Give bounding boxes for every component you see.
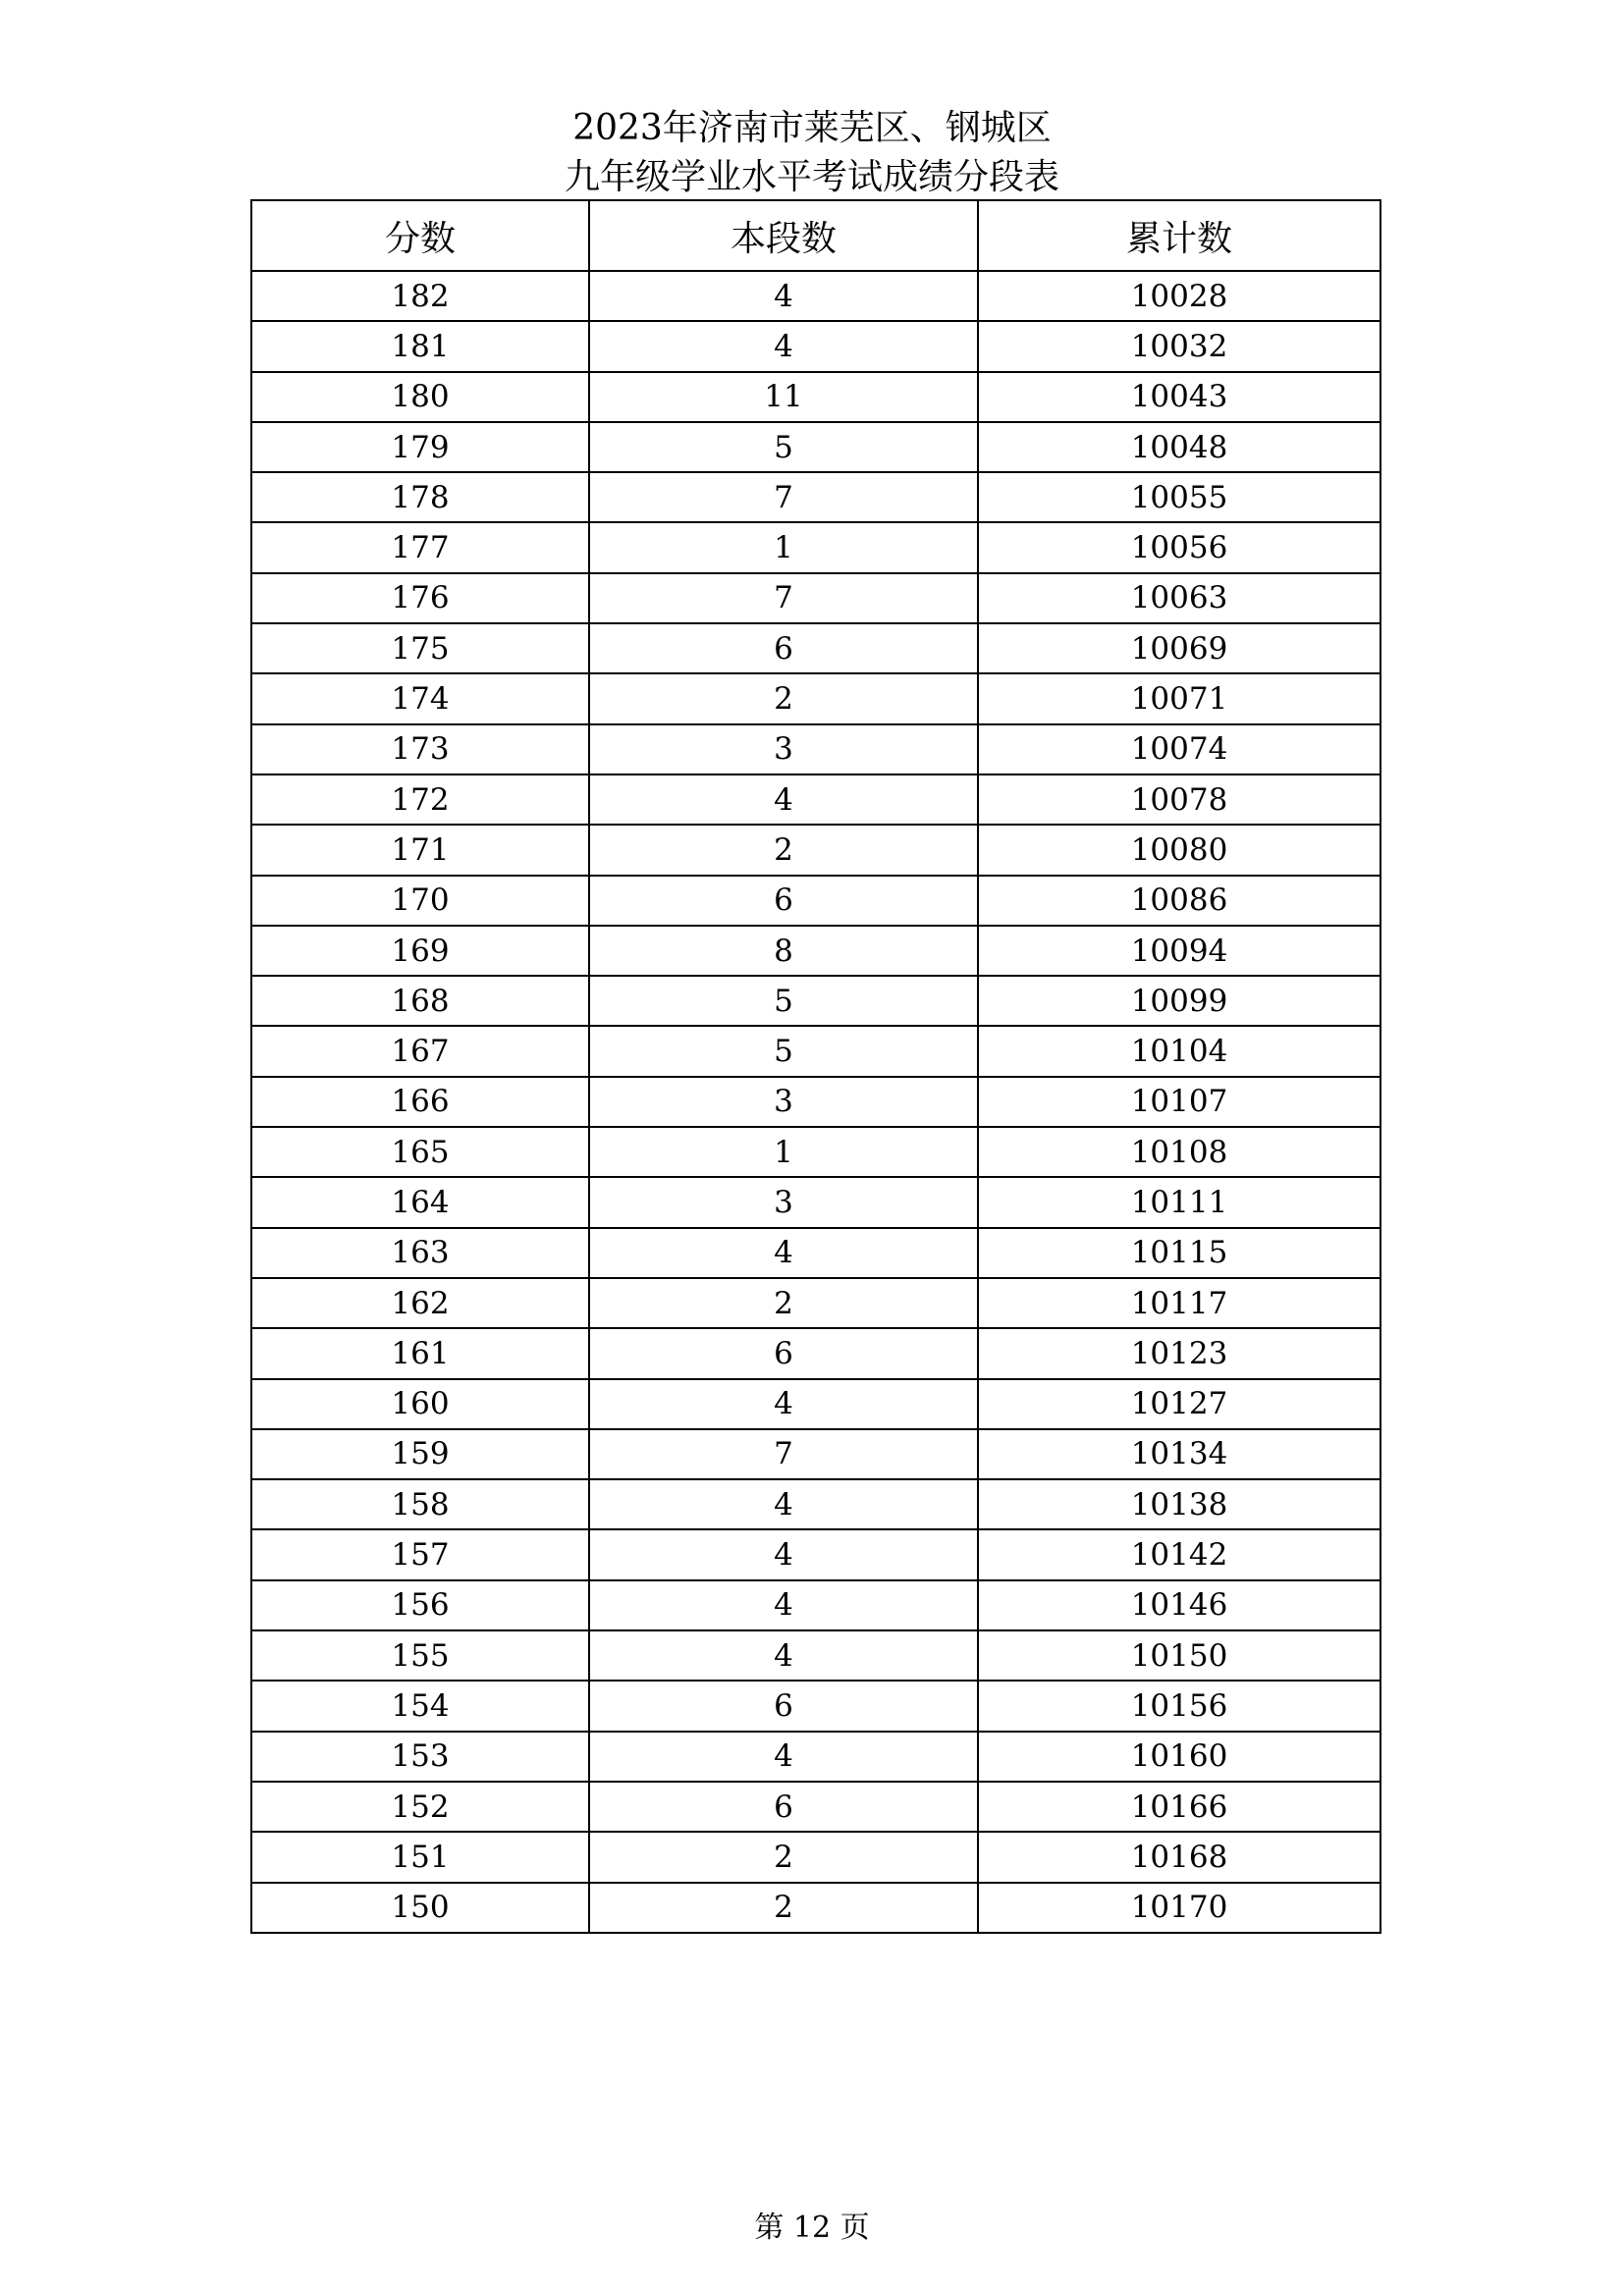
- cell-score: 167: [251, 1026, 589, 1076]
- cell-cumulative-count: 10080: [978, 825, 1380, 875]
- cell-score: 151: [251, 1832, 589, 1882]
- cell-cumulative-count: 10074: [978, 724, 1380, 774]
- table-row: [251, 774, 1380, 825]
- document-title: [0, 104, 1624, 202]
- cell-cumulative-count: 10117: [978, 1278, 1380, 1328]
- cell-score: 181: [251, 321, 589, 371]
- table-row: [251, 1429, 1380, 1479]
- cell-score: 168: [251, 976, 589, 1026]
- cell-score: 158: [251, 1479, 589, 1529]
- table-row: [251, 1228, 1380, 1278]
- cell-segment-count: 6: [589, 1782, 978, 1832]
- cell-segment-count: 5: [589, 422, 978, 472]
- table-body: [251, 271, 1380, 1933]
- cell-cumulative-count: 10142: [978, 1529, 1380, 1579]
- table-row: [251, 724, 1380, 774]
- cell-cumulative-count: 10099: [978, 976, 1380, 1026]
- cell-cumulative-count: 10160: [978, 1732, 1380, 1782]
- cell-score: 165: [251, 1127, 589, 1177]
- cell-cumulative-count: 10078: [978, 774, 1380, 825]
- cell-segment-count: 4: [589, 1580, 978, 1630]
- cell-segment-count: 5: [589, 976, 978, 1026]
- title-line-2: 九年级学业水平考试成绩分段表: [564, 157, 1059, 197]
- cell-cumulative-count: 10146: [978, 1580, 1380, 1630]
- cell-score: 156: [251, 1580, 589, 1630]
- cell-cumulative-count: 10071: [978, 673, 1380, 723]
- page-number: 第 12 页: [754, 2211, 870, 2245]
- cell-segment-count: 2: [589, 1832, 978, 1882]
- table-row: [251, 271, 1380, 321]
- cell-score: 153: [251, 1732, 589, 1782]
- cell-segment-count: 4: [589, 1630, 978, 1681]
- cell-cumulative-count: 10048: [978, 422, 1380, 472]
- cell-segment-count: 4: [589, 1529, 978, 1579]
- cell-score: 159: [251, 1429, 589, 1479]
- cell-segment-count: 7: [589, 472, 978, 522]
- cell-score: 164: [251, 1177, 589, 1227]
- table-row: [251, 1278, 1380, 1328]
- cell-segment-count: 6: [589, 1681, 978, 1731]
- cell-score: 176: [251, 573, 589, 623]
- cell-score: 174: [251, 673, 589, 723]
- cell-segment-count: 7: [589, 573, 978, 623]
- table-row: [251, 1681, 1380, 1731]
- cell-score: 160: [251, 1379, 589, 1429]
- table-row: [251, 573, 1380, 623]
- cell-cumulative-count: 10138: [978, 1479, 1380, 1529]
- table-row: [251, 1026, 1380, 1076]
- cell-score: 154: [251, 1681, 589, 1731]
- table-row: [251, 1630, 1380, 1681]
- cell-cumulative-count: 10032: [978, 321, 1380, 371]
- cell-segment-count: 1: [589, 522, 978, 572]
- cell-segment-count: 4: [589, 271, 978, 321]
- cell-cumulative-count: 10108: [978, 1127, 1380, 1177]
- table-row: [251, 673, 1380, 723]
- cell-segment-count: 6: [589, 623, 978, 673]
- table-row: [251, 1328, 1380, 1378]
- cell-cumulative-count: 10156: [978, 1681, 1380, 1731]
- cell-segment-count: 2: [589, 673, 978, 723]
- cell-score: 163: [251, 1228, 589, 1278]
- cell-segment-count: 4: [589, 774, 978, 825]
- cell-score: 170: [251, 876, 589, 926]
- table-row: [251, 1732, 1380, 1782]
- table-row: [251, 1127, 1380, 1177]
- cell-score: 173: [251, 724, 589, 774]
- cell-cumulative-count: 10043: [978, 372, 1380, 422]
- cell-cumulative-count: 10166: [978, 1782, 1380, 1832]
- table-row: [251, 1379, 1380, 1429]
- cell-segment-count: 4: [589, 1479, 978, 1529]
- cell-score: 180: [251, 372, 589, 422]
- cell-score: 179: [251, 422, 589, 472]
- cell-cumulative-count: 10107: [978, 1077, 1380, 1127]
- cell-cumulative-count: 10055: [978, 472, 1380, 522]
- table-row: [251, 1077, 1380, 1127]
- cell-score: 152: [251, 1782, 589, 1832]
- cell-cumulative-count: 10168: [978, 1832, 1380, 1882]
- cell-cumulative-count: 10150: [978, 1630, 1380, 1681]
- cell-cumulative-count: 10115: [978, 1228, 1380, 1278]
- table-row: [251, 1782, 1380, 1832]
- cell-cumulative-count: 10104: [978, 1026, 1380, 1076]
- table-row: [251, 422, 1380, 472]
- cell-segment-count: 2: [589, 825, 978, 875]
- table-header-row: [251, 200, 1380, 271]
- cell-cumulative-count: 10063: [978, 573, 1380, 623]
- cell-segment-count: 4: [589, 1228, 978, 1278]
- cell-cumulative-count: 10111: [978, 1177, 1380, 1227]
- header-score: 分数: [251, 200, 589, 271]
- cell-score: 182: [251, 271, 589, 321]
- cell-segment-count: 1: [589, 1127, 978, 1177]
- cell-score: 175: [251, 623, 589, 673]
- cell-segment-count: 3: [589, 1077, 978, 1127]
- cell-segment-count: 4: [589, 1732, 978, 1782]
- cell-segment-count: 3: [589, 724, 978, 774]
- table-row: [251, 321, 1380, 371]
- title-line-1: 2023年济南市莱芜区、钢城区: [572, 108, 1052, 148]
- cell-score: 150: [251, 1883, 589, 1933]
- table-row: [251, 1529, 1380, 1579]
- cell-score: 155: [251, 1630, 589, 1681]
- cell-cumulative-count: 10086: [978, 876, 1380, 926]
- cell-cumulative-count: 10069: [978, 623, 1380, 673]
- table-row: [251, 522, 1380, 572]
- table-row: [251, 1832, 1380, 1882]
- cell-segment-count: 7: [589, 1429, 978, 1479]
- table-row: [251, 976, 1380, 1026]
- cell-score: 172: [251, 774, 589, 825]
- cell-score: 177: [251, 522, 589, 572]
- header-segment-count: 本段数: [589, 200, 978, 271]
- cell-cumulative-count: 10094: [978, 926, 1380, 976]
- cell-segment-count: 2: [589, 1883, 978, 1933]
- cell-segment-count: 6: [589, 876, 978, 926]
- cell-cumulative-count: 10134: [978, 1429, 1380, 1479]
- cell-score: 169: [251, 926, 589, 976]
- cell-segment-count: 5: [589, 1026, 978, 1076]
- table-row: [251, 1883, 1380, 1933]
- cell-cumulative-count: 10123: [978, 1328, 1380, 1378]
- cell-segment-count: 4: [589, 321, 978, 371]
- table-row: [251, 825, 1380, 875]
- table-row: [251, 372, 1380, 422]
- cell-score: 161: [251, 1328, 589, 1378]
- cell-score: 166: [251, 1077, 589, 1127]
- table-row: [251, 1580, 1380, 1630]
- table-row: [251, 1177, 1380, 1227]
- cell-cumulative-count: 10170: [978, 1883, 1380, 1933]
- score-distribution-table: [250, 199, 1381, 1934]
- cell-cumulative-count: 10127: [978, 1379, 1380, 1429]
- table-row: [251, 876, 1380, 926]
- cell-score: 178: [251, 472, 589, 522]
- cell-segment-count: 6: [589, 1328, 978, 1378]
- cell-segment-count: 11: [589, 372, 978, 422]
- cell-segment-count: 4: [589, 1379, 978, 1429]
- cell-score: 162: [251, 1278, 589, 1328]
- cell-cumulative-count: 10056: [978, 522, 1380, 572]
- table-row: [251, 472, 1380, 522]
- cell-segment-count: 8: [589, 926, 978, 976]
- cell-score: 157: [251, 1529, 589, 1579]
- cell-score: 171: [251, 825, 589, 875]
- cell-segment-count: 3: [589, 1177, 978, 1227]
- cell-segment-count: 2: [589, 1278, 978, 1328]
- table-row: [251, 623, 1380, 673]
- table-row: [251, 1479, 1380, 1529]
- cell-cumulative-count: 10028: [978, 271, 1380, 321]
- header-cumulative-count: 累计数: [978, 200, 1380, 271]
- table-row: [251, 926, 1380, 976]
